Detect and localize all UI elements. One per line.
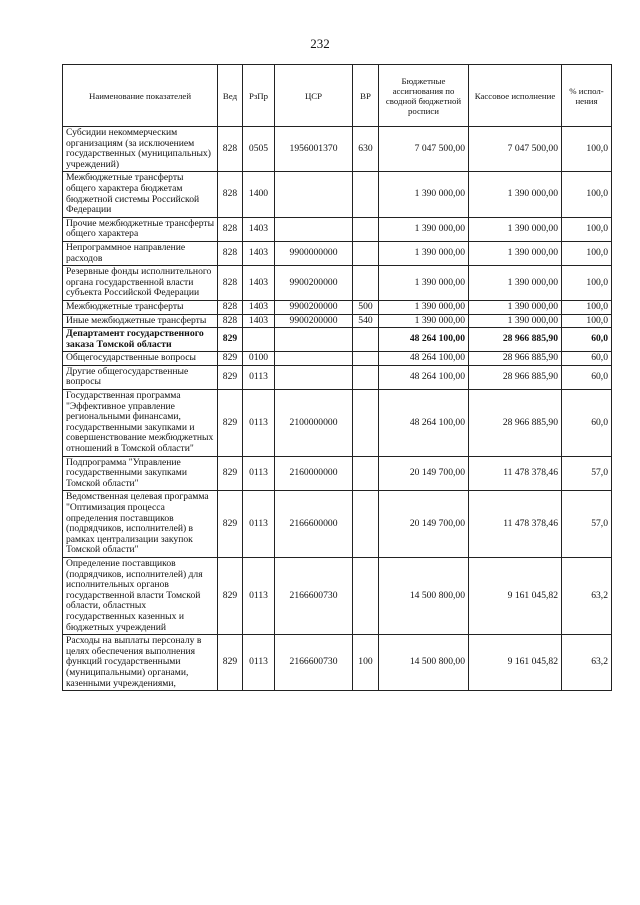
cell-name: Резервные фонды исполнительного органа государственной власти субъекта Российской Федерации bbox=[63, 266, 218, 301]
table-row bbox=[63, 352, 612, 366]
cell-percent: 100,0 bbox=[562, 127, 612, 172]
cell-cash: 1 390 000,00 bbox=[469, 217, 562, 241]
cell-cash: 11 478 378,46 bbox=[469, 456, 562, 491]
cell-cash: 1 390 000,00 bbox=[469, 266, 562, 301]
cell-rzpr: 0100 bbox=[243, 352, 275, 366]
cell-assignments: 1 390 000,00 bbox=[379, 172, 469, 217]
cell-vr: 540 bbox=[353, 314, 379, 328]
cell-assignments: 14 500 800,00 bbox=[379, 557, 469, 634]
cell-assignments: 1 390 000,00 bbox=[379, 241, 469, 265]
cell-name: Расходы на выплаты персоналу в целях обеспечения выполнения функций государственными (муниципальными) органами, казенными учреждениями, bbox=[63, 635, 218, 691]
cell-vr bbox=[353, 266, 379, 301]
table-header-row bbox=[63, 65, 612, 127]
cell-rzpr: 0113 bbox=[243, 635, 275, 691]
cell-rzpr: 0113 bbox=[243, 365, 275, 389]
cell-rzpr: 0113 bbox=[243, 390, 275, 457]
cell-rzpr: 1400 bbox=[243, 172, 275, 217]
cell-csr bbox=[275, 217, 353, 241]
cell-assignments: 48 264 100,00 bbox=[379, 328, 469, 352]
cell-percent: 100,0 bbox=[562, 241, 612, 265]
cell-ved: 829 bbox=[218, 557, 243, 634]
cell-cash: 11 478 378,46 bbox=[469, 491, 562, 558]
cell-csr: 2166600000 bbox=[275, 491, 353, 558]
cell-name: Подпрограмма "Управление государственными закупками Томской области" bbox=[63, 456, 218, 491]
cell-cash: 1 390 000,00 bbox=[469, 314, 562, 328]
cell-assignments: 48 264 100,00 bbox=[379, 365, 469, 389]
cell-ved: 829 bbox=[218, 456, 243, 491]
cell-assignments: 1 390 000,00 bbox=[379, 217, 469, 241]
cell-vr bbox=[353, 328, 379, 352]
cell-ved: 829 bbox=[218, 491, 243, 558]
cell-vr bbox=[353, 365, 379, 389]
cell-cash: 7 047 500,00 bbox=[469, 127, 562, 172]
cell-csr bbox=[275, 365, 353, 389]
cell-ved: 829 bbox=[218, 365, 243, 389]
cell-name: Прочие межбюджетные трансферты общего характера bbox=[63, 217, 218, 241]
table-row bbox=[63, 491, 612, 558]
header-ved: Вед bbox=[218, 65, 243, 127]
cell-cash: 28 966 885,90 bbox=[469, 328, 562, 352]
cell-name: Непрограммное направление расходов bbox=[63, 241, 218, 265]
cell-ved: 828 bbox=[218, 241, 243, 265]
cell-ved: 828 bbox=[218, 217, 243, 241]
table-row bbox=[63, 328, 612, 352]
table-row bbox=[63, 241, 612, 265]
cell-csr bbox=[275, 172, 353, 217]
cell-percent: 60,0 bbox=[562, 352, 612, 366]
cell-rzpr: 0113 bbox=[243, 456, 275, 491]
budget-table bbox=[62, 64, 612, 691]
header-percent: % испол-нения bbox=[562, 65, 612, 127]
cell-percent: 100,0 bbox=[562, 172, 612, 217]
cell-assignments: 20 149 700,00 bbox=[379, 456, 469, 491]
cell-assignments: 14 500 800,00 bbox=[379, 635, 469, 691]
cell-percent: 60,0 bbox=[562, 390, 612, 457]
cell-vr bbox=[353, 557, 379, 634]
table-row bbox=[63, 217, 612, 241]
cell-csr bbox=[275, 352, 353, 366]
cell-percent: 100,0 bbox=[562, 314, 612, 328]
cell-csr: 9900200000 bbox=[275, 300, 353, 314]
cell-vr bbox=[353, 217, 379, 241]
cell-csr: 2160000000 bbox=[275, 456, 353, 491]
cell-rzpr: 1403 bbox=[243, 314, 275, 328]
cell-vr: 500 bbox=[353, 300, 379, 314]
page-number: 232 bbox=[310, 36, 330, 51]
cell-percent: 100,0 bbox=[562, 266, 612, 301]
table-row bbox=[63, 314, 612, 328]
table-row bbox=[63, 635, 612, 691]
cell-csr: 2166600730 bbox=[275, 557, 353, 634]
table-row bbox=[63, 127, 612, 172]
cell-rzpr: 0505 bbox=[243, 127, 275, 172]
cell-percent: 60,0 bbox=[562, 328, 612, 352]
cell-name: Другие общегосударственные вопросы bbox=[63, 365, 218, 389]
cell-percent: 100,0 bbox=[562, 300, 612, 314]
cell-ved: 828 bbox=[218, 314, 243, 328]
table-row bbox=[63, 365, 612, 389]
cell-assignments: 1 390 000,00 bbox=[379, 300, 469, 314]
cell-percent: 100,0 bbox=[562, 217, 612, 241]
cell-rzpr: 1403 bbox=[243, 217, 275, 241]
cell-cash: 28 966 885,90 bbox=[469, 365, 562, 389]
cell-csr: 9900000000 bbox=[275, 241, 353, 265]
cell-name: Межбюджетные трансферты bbox=[63, 300, 218, 314]
cell-rzpr: 1403 bbox=[243, 300, 275, 314]
cell-csr: 1956001370 bbox=[275, 127, 353, 172]
cell-assignments: 7 047 500,00 bbox=[379, 127, 469, 172]
cell-percent: 63,2 bbox=[562, 635, 612, 691]
cell-cash: 1 390 000,00 bbox=[469, 300, 562, 314]
cell-rzpr: 0113 bbox=[243, 491, 275, 558]
cell-percent: 60,0 bbox=[562, 365, 612, 389]
table-row bbox=[63, 266, 612, 301]
cell-vr bbox=[353, 172, 379, 217]
cell-cash: 28 966 885,90 bbox=[469, 352, 562, 366]
cell-csr: 2100000000 bbox=[275, 390, 353, 457]
cell-assignments: 1 390 000,00 bbox=[379, 266, 469, 301]
cell-vr: 100 bbox=[353, 635, 379, 691]
cell-name: Государственная программа "Эффективное управление региональными финансами, государственными закупками и совершенствование межбюджетных отношений в Томской области" bbox=[63, 390, 218, 457]
cell-ved: 828 bbox=[218, 172, 243, 217]
header-name: Наименование показателей bbox=[63, 65, 218, 127]
cell-name: Общегосударственные вопросы bbox=[63, 352, 218, 366]
cell-cash: 9 161 045,82 bbox=[469, 635, 562, 691]
cell-csr: 9900200000 bbox=[275, 314, 353, 328]
cell-name: Ведомственная целевая программа "Оптимизация процесса определения поставщиков (подрядчиков, исполнителей) в рамках централизации закупок Томской области" bbox=[63, 491, 218, 558]
cell-ved: 829 bbox=[218, 328, 243, 352]
cell-cash: 9 161 045,82 bbox=[469, 557, 562, 634]
cell-percent: 57,0 bbox=[562, 491, 612, 558]
table-row bbox=[63, 456, 612, 491]
cell-vr bbox=[353, 390, 379, 457]
cell-ved: 829 bbox=[218, 390, 243, 457]
cell-name: Субсидии некоммерческим организациям (за исключением государственных (муниципальных) учреждений) bbox=[63, 127, 218, 172]
header-assignments: Бюджетные ассигнования по сводной бюджетной росписи bbox=[379, 65, 469, 127]
cell-name: Межбюджетные трансферты общего характера бюджетам бюджетной системы Российской Федерации bbox=[63, 172, 218, 217]
cell-csr: 9900200000 bbox=[275, 266, 353, 301]
header-csr: ЦСР bbox=[275, 65, 353, 127]
cell-assignments: 20 149 700,00 bbox=[379, 491, 469, 558]
cell-assignments: 48 264 100,00 bbox=[379, 352, 469, 366]
cell-percent: 63,2 bbox=[562, 557, 612, 634]
cell-ved: 829 bbox=[218, 352, 243, 366]
header-cash: Кассовое исполнение bbox=[469, 65, 562, 127]
cell-name: Иные межбюджетные трансферты bbox=[63, 314, 218, 328]
cell-vr bbox=[353, 491, 379, 558]
header-rzpr: РзПр bbox=[243, 65, 275, 127]
cell-csr: 2166600730 bbox=[275, 635, 353, 691]
table-row bbox=[63, 172, 612, 217]
cell-cash: 1 390 000,00 bbox=[469, 172, 562, 217]
cell-ved: 828 bbox=[218, 266, 243, 301]
cell-vr bbox=[353, 456, 379, 491]
cell-csr bbox=[275, 328, 353, 352]
cell-ved: 828 bbox=[218, 300, 243, 314]
cell-name: Определение поставщиков (подрядчиков, исполнителей) для исполнительных органов государственной власти Томской области, областных государственных казенных и бюджетных учреждений bbox=[63, 557, 218, 634]
cell-name: Департамент государственного заказа Томской области bbox=[63, 328, 218, 352]
cell-cash: 1 390 000,00 bbox=[469, 241, 562, 265]
cell-ved: 829 bbox=[218, 635, 243, 691]
cell-cash: 28 966 885,90 bbox=[469, 390, 562, 457]
cell-rzpr: 0113 bbox=[243, 557, 275, 634]
cell-ved: 828 bbox=[218, 127, 243, 172]
cell-assignments: 1 390 000,00 bbox=[379, 314, 469, 328]
cell-assignments: 48 264 100,00 bbox=[379, 390, 469, 457]
header-vr: ВР bbox=[353, 65, 379, 127]
cell-rzpr: 1403 bbox=[243, 241, 275, 265]
cell-rzpr: 1403 bbox=[243, 266, 275, 301]
cell-rzpr bbox=[243, 328, 275, 352]
cell-vr: 630 bbox=[353, 127, 379, 172]
cell-vr bbox=[353, 352, 379, 366]
table-row bbox=[63, 390, 612, 457]
table-row bbox=[63, 557, 612, 634]
table-row bbox=[63, 300, 612, 314]
cell-vr bbox=[353, 241, 379, 265]
cell-percent: 57,0 bbox=[562, 456, 612, 491]
